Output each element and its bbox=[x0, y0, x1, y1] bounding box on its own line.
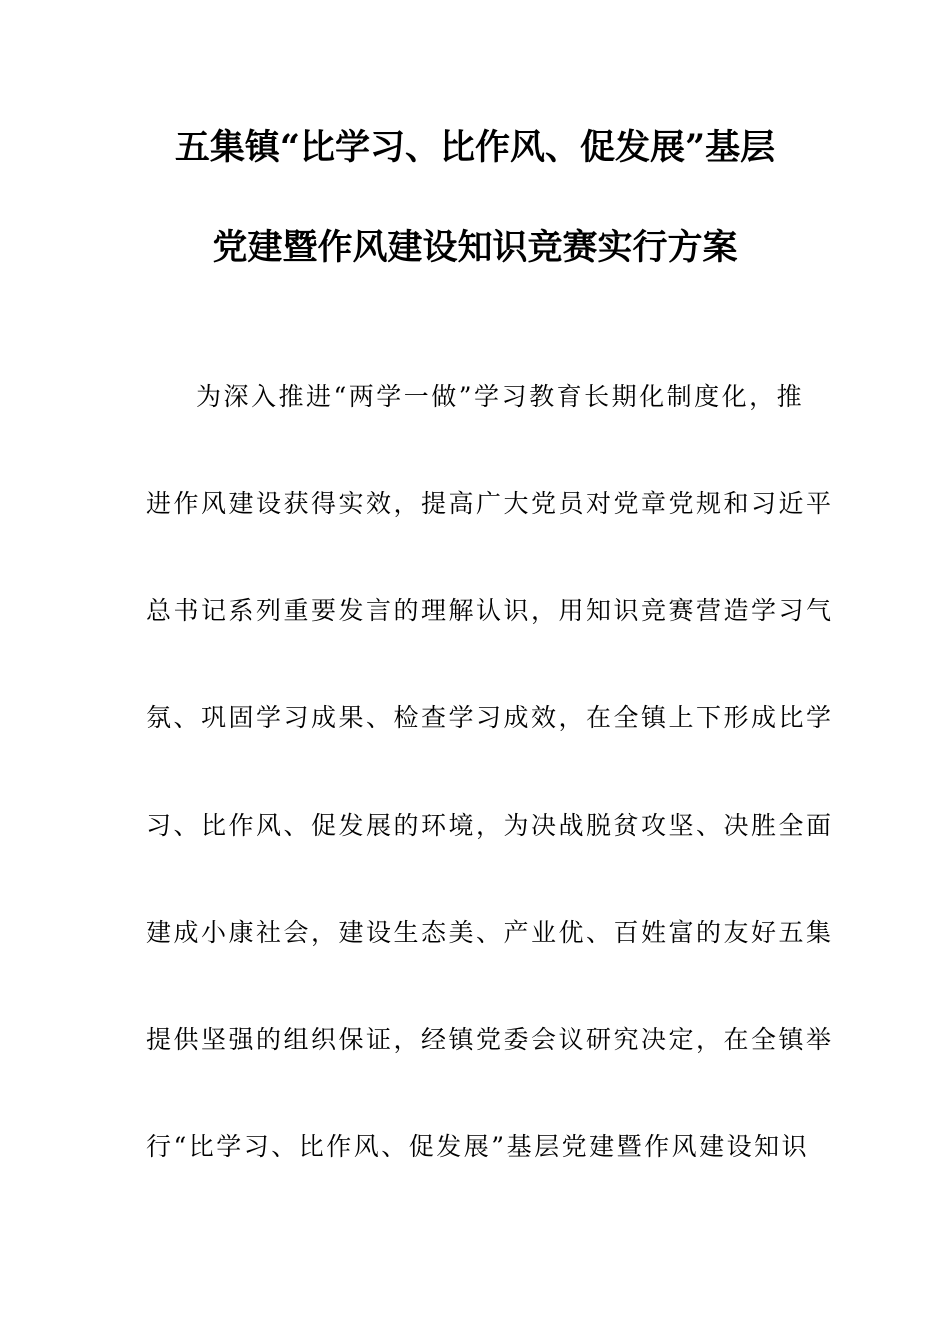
paragraph-line: 习、比作风、促发展的环境，为决战脱贫攻坚、决胜全面 bbox=[146, 811, 834, 840]
paragraph-line: 行“比学习、比作风、促发展”基层党建暨作风建设知识 bbox=[146, 1132, 810, 1161]
paragraph-line: 为深入推进“两学一做”学习教育长期化制度化，推 bbox=[196, 382, 805, 411]
paragraph-line: 提供坚强的组织保证，经镇党委会议研究决定，在全镇举 bbox=[146, 1025, 834, 1054]
document-title-line-2: 党建暨作风建设知识竞赛实行方案 bbox=[212, 227, 738, 268]
paragraph-line: 进作风建设获得实效，提高广大党员对党章党规和习近平 bbox=[146, 489, 834, 518]
paragraph-line: 氛、巩固学习成果、检查学习成效，在全镇上下形成比学 bbox=[146, 703, 834, 732]
paragraph-line: 总书记系列重要发言的理解认识，用知识竞赛营造学习气 bbox=[146, 596, 834, 625]
document-title-line-1: 五集镇“比学习、比作风、促发展”基层 bbox=[174, 127, 776, 168]
paragraph-line: 建成小康社会，建设生态美、产业优、百姓富的友好五集 bbox=[146, 918, 834, 947]
